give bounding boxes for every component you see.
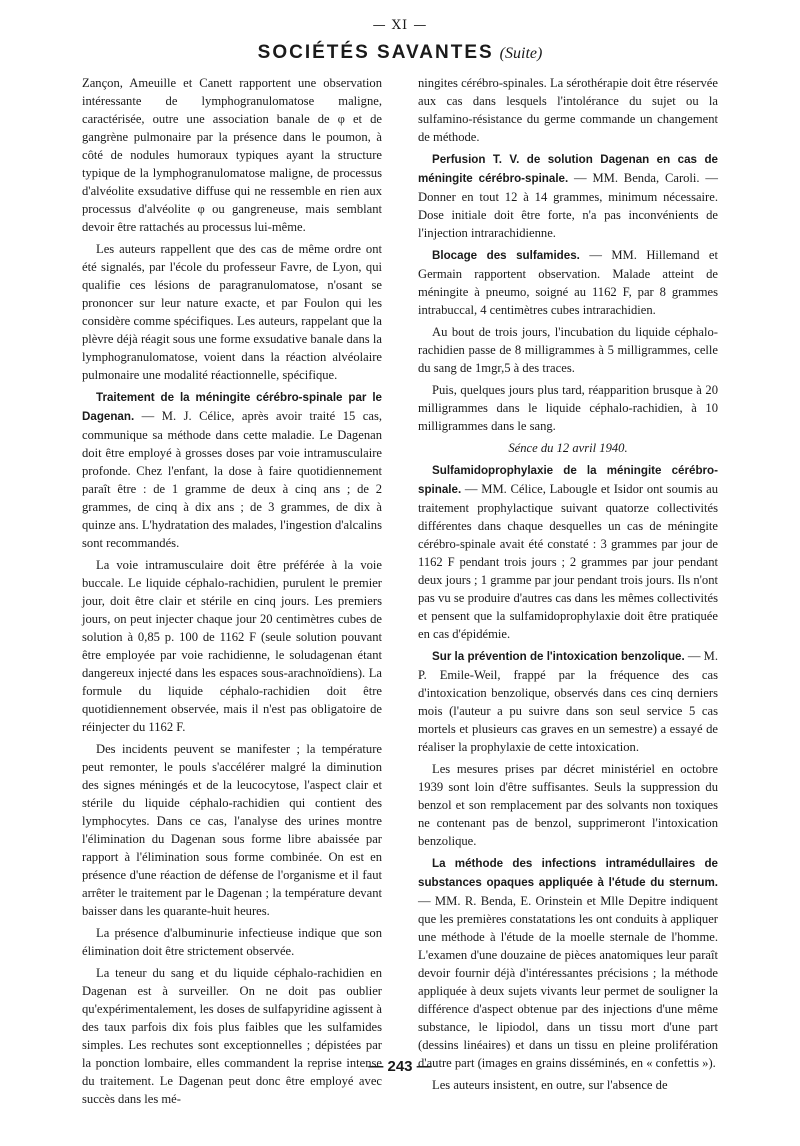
paragraph: La teneur du sang et du liquide céphalo-rachidien en Dagenan est à surveiller. On ne doit pas oublier qu'expérimentalement, les doses de sulfapyridine agissent à des taux parfois dix fois plus faibles que les sulfamides simples. Les rechutes sont exceptionnelles ; dépistées par la ponction lombaire, elles commandent la reprise intense du traitement. Le Dagenan peut donc être employé avec succès dans les mé-: [82, 966, 382, 1106]
paragraph: Les auteurs insistent, en outre, sur l'absence de: [432, 1078, 668, 1092]
section-body: — M. J. Célice, après avoir traité 15 cas, communique sa méthode dans cette maladie. Le Dagenan doit être employé à grosses doses par voie intramusculaire profonde. Chez l'enfant, la dose à faire quotidiennement paraît être : de 1 gramme de deux à cinq ans ; de 2 grammes, de cinq à dix ans ; de 3 grammes, de dix à quinze ans. L'hydratation des malades, l'ingestion d'alcalins sont recommandés.: [82, 409, 382, 550]
section-benzol: [418, 647, 718, 756]
section-body: — MM. Hillemand et Germain rapportent observation. Malade atteint de méningite à pneumo, soigné au 1162 F, par 8 grammes intrabuccal, 4 centimètres cubes intrarachidien.: [418, 248, 719, 317]
section-sternum: [418, 854, 718, 1072]
section-dagenan-treatment: [82, 388, 382, 552]
section-perfusion: [418, 150, 718, 242]
section-heading: La méthode des infections intramédullaires de substances opaques appliquée à l'étude du sternum.: [418, 857, 718, 889]
section-heading: Blocage des sulfamides.: [432, 249, 580, 262]
paragraph: Des incidents peuvent se manifester ; la température peut remonter, le pouls s'accélérer malgré la diminution des signes méningés et de la leucocytose, l'aspect clair et stérile du liquide céphalo-rachidien qui contient des lymphocytes. Dans ce cas, l'analyse des urines montre l'élimination du Dagenan sous forme libre abaissée par rapport à l'élimination sous forme combinée. On est en présence d'une réaction de défense de l'organisme et il faut arrêter le traitement par le Dagenan ; la température devant baisser dans les quarante-huit heures.: [82, 742, 382, 918]
section-body: — MM. R. Benda, E. Orinstein et Mlle Depitre indiquent que les premières constatations les ont conduits à appliquer une méthode à l'étude de la moelle sternale de l'homme. L'examen d'une douzaine de pièces anatomiques leur paraît devoir fournir déjà d'intéressantes précisions ; la méthode appliquée à deux sujets vivants leur permet de souligner la différence d'aspect obtenue par des injections d'une même substance, le lipiodol, dans un tissu mort d'une part (dessins linéaires) et dans un tissu en pleine prolifération d'autre part (images en grains disséminés, en « confettis »).: [418, 894, 718, 1070]
session-date: Sénce du 12 avril 1940.: [508, 441, 628, 455]
page-folio-roman: — XI —: [372, 18, 428, 33]
section-sulfamidoprophylaxie: [418, 461, 718, 643]
paragraph: Les auteurs rappellent que des cas de même ordre ont été signalés, par l'école du professeur Favre, de Lyon, qui qualifie ces lésions de paragranulomatose, n'osant se prononcer sur leur nature exacte, et par Foulon qui les considère comme spécifiques. Les auteurs, rappelant que la plèvre déjà réagit sous une forme exsudative banale dans la lymphogranulomatose, voient dans la réaction alvéolaire pulmonaire une modalité réactionnelle, spécifique.: [82, 242, 382, 382]
section-heading: Sulfamidoprophylaxie de la méningite cérébro-spinale.: [418, 464, 718, 496]
left-column: [82, 74, 382, 1112]
page-number: — 243 —: [368, 1058, 432, 1075]
section-heading: Perfusion T. V. de solution Dagenan en cas de méningite cérébro-spinale.: [418, 153, 718, 185]
section-body: — MM. Benda, Caroli. — Donner en tout 12 à 14 grammes, minimum nécessaire. Dose initiale doit être forte, n'a pas inconvénients de l'injection intrarachidienne.: [418, 171, 718, 240]
paragraph: La voie intramusculaire doit être préférée à la voie buccale. Le liquide céphalo-rachidien, purulent le premier jour, doit être clair et stérile en cinq jours. Les premiers jours, on peut injecter chaque jour 20 centimètres cubes de solution à 0,85 p. 100 de 1162 F (seule solution pouvant être employée par voie rachidienne, le soludagenan étant dangereux injecté dans les espaces sous-arachnoïdiens). La formule du liquide céphalo-rachidien doit être quotidiennement observée, mais il n'est pas obligatoire de réinjecter du 1162 F.: [82, 558, 382, 734]
right-column: [418, 74, 718, 1098]
section-body: — M. P. Emile-Weil, frappé par la fréquence des cas d'intoxication benzolique, observés dans ces cinq derniers mois (l'auteur a pu suivre dans son seul service 5 cas mortels et plusieurs cas graves en un semestre) a essayé de réaliser la prophylaxie de cette intoxication.: [418, 649, 718, 754]
masthead-title: SOCIÉTÉS SAVANTES: [257, 42, 494, 63]
paragraph: La présence d'albuminurie infectieuse indique que son élimination doit être strictement observée.: [82, 926, 382, 958]
paragraph: Au bout de trois jours, l'incubation du liquide céphalo-rachidien passe de 8 milligrammes à 5 milligrammes, celle du sang de 1mgr,5 à des traces.: [418, 325, 718, 375]
masthead-suite: (Suite): [499, 45, 543, 62]
section-blocage: [418, 246, 718, 319]
section-body: — MM. Célice, Labougle et Isidor ont soumis au traitement prophylactique suivant quatorze collectivités différentes dans chaque desquelles un cas de méningite cérébro-spinale avait été constaté : 3 grammes par jour de 1162 F pendant trois jours ; 2 grammes par jour pendant deux jours ; 1 gramme par jour pendant trois jours. Ils n'ont pas vu se produire d'autres cas dans les mêmes collectivités et pensent que la sulfamidoprophylaxie doit être pratiquée en cas d'épidémie.: [418, 482, 718, 641]
paragraph: Les mesures prises par décret ministériel en octobre 1939 sont loin d'être suffisantes. Seuls la suppression du benzol et son remplacement par des solvants non toxiques ne contenant pas de benzol, supprimeront l'intoxication benzolique.: [418, 762, 718, 848]
paragraph: ningites cérébro-spinales. La sérothérapie doit être réservée aux cas dans lesquels l'intolérance du sujet ou la sulfamino-résistance du germe commande un changement de méthode.: [418, 76, 718, 144]
paragraph: Zançon, Ameuille et Canett rapportent une observation intéressante de lymphogranulomatose maligne, caractérisée, outre une association banale de φ et de gangrène pulmonaire par la présence dans le poumon, à côté de nodules humoraux typiques ayant la structure typique de la lymphogranulomatose maligne, de processus d'alvéolite exsudative diffuse qui ne ressemble en rien aux processus d'alvéolite φ ou gangreneuse, mais semblant devoir être rattachés au processus lui-même.: [82, 76, 382, 234]
paragraph: Puis, quelques jours plus tard, réapparition brusque à 20 milligrammes dans le liquide céphalo-rachidien, à 10 milligrammes dans le sang.: [418, 383, 718, 433]
section-masthead: [0, 42, 800, 64]
section-heading: Sur la prévention de l'intoxication benzolique.: [432, 650, 685, 663]
section-heading: Traitement de la méningite cérébro-spinale par le Dagenan.: [82, 391, 382, 423]
